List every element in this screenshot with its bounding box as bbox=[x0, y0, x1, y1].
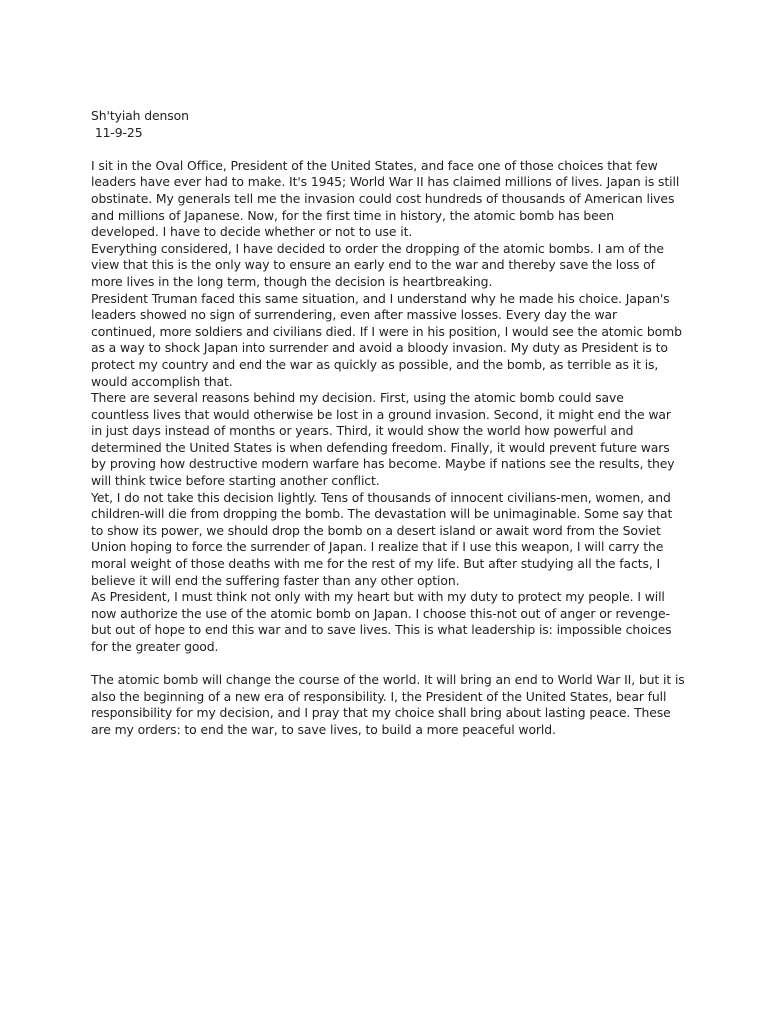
paragraph-decision: Everything considered, I have decided to order the dropping of the atomic bombs. I am of the view that this is the only way to ensure an early end to the war and thereby save the loss of more lives in the long term, though the decision is heartbreaking. bbox=[91, 240, 664, 289]
paragraph-moral-weight: Yet, I do not take this decision lightly. Tens of thousands of innocent civilians-men, women, and children-will die from dropping the bomb. The devastation will be unimaginable. Some say that to show its power, we should drop the bomb on a desert island or await word from the Soviet Union hoping to force the surrender of Japan. I realize that if I use this weapon, I will carry the moral weight of those deaths with me for the rest of my life. But after studying all the facts, I believe it will end the suffering faster than any other option. bbox=[91, 489, 673, 588]
paragraph-reasons: There are several reasons behind my decision. First, using the atomic bomb could save countless lives that would otherwise be lost in a ground invasion. Second, it might end the war in just days instead of months or years. Third, it would show the world how powerful and determined the United States is when defending freedom. Finally, it would prevent future wars by proving how destructive modern warfare has become. Maybe if nations see the results, they will think twice before starting another conflict. bbox=[91, 390, 675, 489]
paragraph-truman: President Truman faced this same situation, and I understand why he made his choice. Japan's leaders showed no sign of surrendering, even after massive losses. Every day the war continued, more soldiers and civilians died. If I were in his position, I would see the atomic bomb as a way to shock Japan into surrender and avoid a bloody invasion. My duty as President is to protect my country and end the war as quickly as possible, and the bomb, as terrible as it is, would accomplish that. bbox=[91, 290, 682, 389]
paragraph-intro: I sit in the Oval Office, President of the United States, and face one of those choices that few leaders have ever had to make. It's 1945; World War II has claimed millions of lives. Japan is still obstinate. My generals tell me the invasion could cost hundreds of thousands of American lives and millions of Japanese. Now, for the first time in history, the atomic bomb has been developed. I have to decide whether or not to use it. bbox=[91, 157, 680, 240]
paragraph-authorization: As President, I must think not only with my heart but with my duty to protect my people. I will now authorize the use of the atomic bomb on Japan. I choose this-not out of anger or revenge-but out of hope to end this war and to save lives. This is what leadership is: impossible choices for the greater good. bbox=[91, 589, 672, 654]
paragraph-spacer bbox=[91, 656, 685, 673]
paragraph-conclusion: The atomic bomb will change the course of the world. It will bring an end to World War II, but it is also the beginning of a new era of responsibility. I, the President of the United States, bear full responsibility for my decision, and I pray that my choice shall bring about lasting peace. These are my orders: to end the war, to save lives, to build a more peaceful world. bbox=[91, 672, 685, 737]
document-date: 11-9-25 bbox=[91, 124, 143, 140]
author-name: Sh'tyiah denson bbox=[91, 108, 189, 123]
document-body bbox=[91, 108, 685, 739]
